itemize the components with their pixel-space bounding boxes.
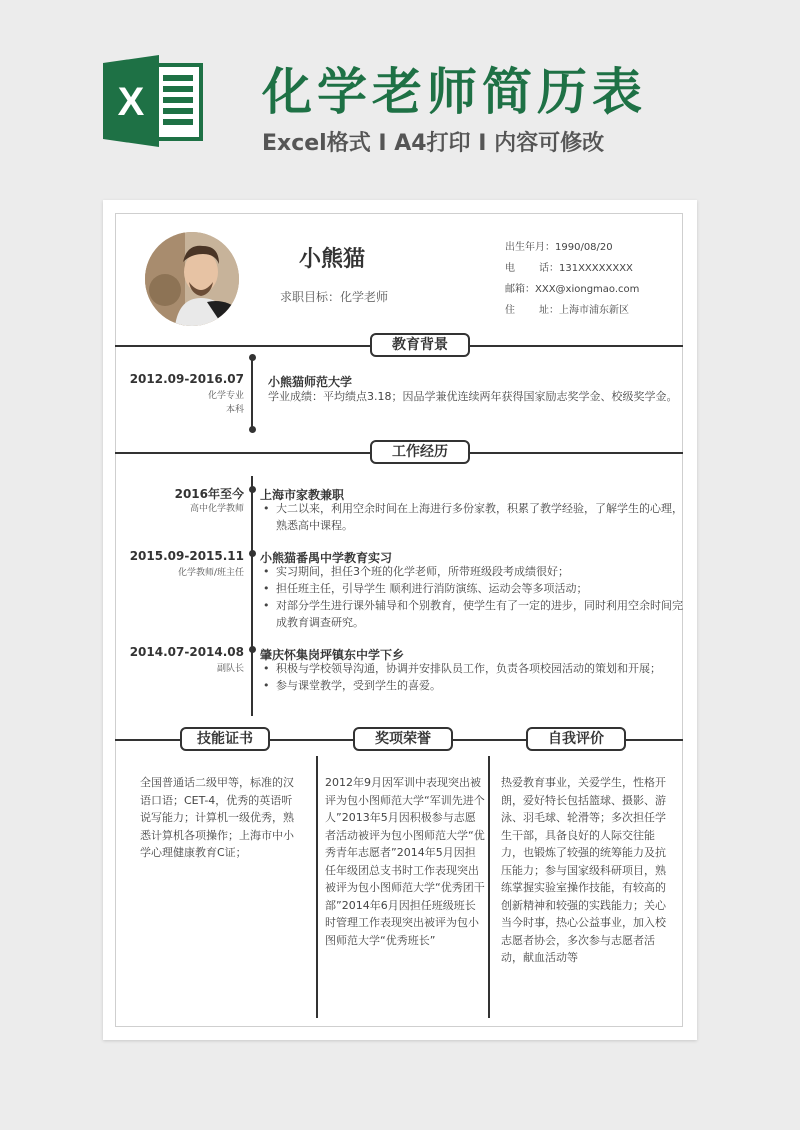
phone: 电 话：131XXXXXXXX: [505, 263, 633, 274]
work-role: 高中化学教师: [189, 504, 244, 514]
work-heading: 工作经历: [370, 440, 470, 464]
work-date: 2016年至今: [174, 487, 244, 501]
skills-text: 全国普通话二级甲等，标准的汉语口语；CET-4，优秀的英语听说写能力；计算机一级优秀，熟悉计算机各项操作；上海市中小学心理健康教育C证；: [140, 776, 294, 859]
education-school: 小熊猫师范大学: [268, 375, 353, 389]
work-date: 2014.07-2014.08: [129, 645, 244, 659]
work-bullet: • 大二以来，利用空余时间在上海进行多份家教，积累了教学经验，了解学生的心理，熟悉高中课程。: [260, 500, 688, 534]
email: 邮箱：XXX@xiongmao.com: [505, 284, 640, 295]
work-bullet: • 参与课堂教学，受到学生的喜爱。: [260, 677, 688, 694]
timeline-dot: [249, 426, 256, 433]
contact-info: [505, 237, 639, 321]
skills-heading: 技能证书: [180, 727, 270, 751]
education-date: 2012.09-2016.07: [129, 372, 244, 386]
page-subtitle: Excel格式 I A4打印 I 内容可修改: [262, 131, 605, 156]
column-divider: [316, 756, 318, 1018]
work-timeline: [251, 476, 253, 716]
birth-date: 出生年月：1990/08/20: [505, 242, 613, 253]
timeline-dot: [249, 646, 256, 653]
education-timeline: [251, 357, 253, 430]
work-bullet: • 担任班主任，引导学生 顺利进行消防演练、运动会等多项活动；: [260, 580, 688, 597]
excel-logo-icon: [103, 55, 203, 147]
candidate-name: 小熊猫: [299, 247, 366, 272]
work-role: 副队长: [216, 664, 244, 674]
work-date: 2015.09-2015.11: [129, 549, 244, 563]
work-bullet: • 积极与学校领导沟通，协调并安排队员工作，负责各项校园活动的策划和开展；: [260, 660, 688, 677]
work-title: 小熊猫番禺中学教育实习: [260, 551, 393, 565]
work-title: 上海市家教兼职: [260, 488, 345, 502]
self-heading: 自我评价: [526, 727, 626, 751]
address: 住 址：上海市浦东新区: [505, 305, 629, 316]
timeline-dot: [249, 354, 256, 361]
work-bullet: • 实习期间，担任3个班的化学老师，所带班级段考成绩很好；: [260, 563, 688, 580]
education-major: 化学专业: [207, 391, 244, 401]
work-role: 化学教师/班主任: [177, 568, 244, 578]
job-objective: 求职目标：化学老师: [280, 290, 389, 304]
education-details: 学业成绩：平均绩点3.18；因品学兼优连续两年获得国家励志奖学金、校级奖学金。: [268, 390, 678, 403]
excel-logo-letter: X: [117, 80, 145, 124]
page-title: 化学老师简历表: [262, 63, 647, 121]
awards-text: 2012年9月因军训中表现突出被评为包小图师范大学“军训先进个人”2013年5月因积极参与志愿者活动被评为包小图师范大学“优秀青年志愿者”2014年5月因担任年级团总支书时工作表现突出被评为包小图师范大学“优秀团干部”2014年6月因担任班级班长时管理工作表现突出被评为包小图师范大学“优秀班长”: [325, 776, 485, 947]
work-bullet: • 对部分学生进行课外辅导和个别教育，使学生有了一定的进步，同时利用空余时间完成教育调查研究。: [260, 597, 688, 631]
self-text: 热爱教育事业，关爱学生，性格开朗，爱好特长包括篮球、摄影、游泳、羽毛球、轮滑等；多次担任学生干部，具备良好的人际交往能力，也锻炼了较强的统筹能力及抗压能力；参与国家级科研项目，熟练掌握实验室操作技能，有较高的创新精神和较强的实践能力；关心当今时事，热心公益事业，加入校志愿者协会，多次参与志愿者活动，献血活动等: [501, 776, 666, 964]
awards-heading: 奖项荣誉: [353, 727, 453, 751]
timeline-dot: [249, 486, 256, 493]
education-heading: 教育背景: [370, 333, 470, 357]
education-degree: 本科: [225, 405, 244, 415]
column-divider: [488, 756, 490, 1018]
avatar: [145, 232, 239, 326]
timeline-dot: [249, 550, 256, 557]
resume-paper: [103, 200, 697, 1040]
work-title: 肇庆怀集岗坪镇东中学下乡: [260, 648, 405, 662]
